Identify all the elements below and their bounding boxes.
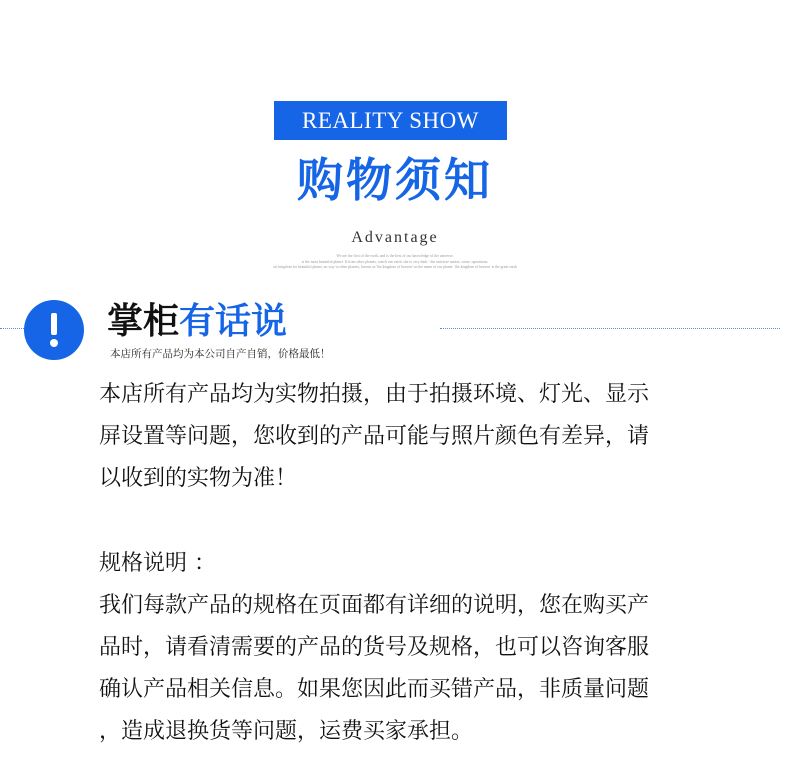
fine-print-line: We are the first of the earth, and is the best of our knowledge of the universe.: [336, 254, 454, 258]
page-subtitle: Advantage: [351, 229, 439, 246]
page-title: 购物须知: [297, 153, 493, 207]
badge-text: REALITY SHOW: [302, 107, 479, 133]
spec-line: 品时，请看清需要的产品的货号及规格，也可以咨询客服: [99, 635, 650, 660]
section-heading: [107, 300, 287, 344]
notice-line: 以收到的实物为准！: [99, 466, 298, 491]
fine-print-line: air kingdom for beautiful planet, no way to other planets, known as 'the kingdom of heaven' on the name of our planet. 'the kingdom of heaven' is the great earth: [273, 265, 517, 269]
notice-line: 屏设置等问题，您收到的产品可能与照片颜色有差异，请: [99, 424, 650, 449]
section-heading-part1: 掌柜: [107, 301, 180, 342]
reality-show-badge: [274, 101, 507, 140]
notice-paragraph: [99, 374, 649, 500]
notice-line: 本店所有产品均为实物拍摄，由于拍摄环境、灯光、显示: [99, 382, 650, 407]
section-note: 本店所有产品均为本公司自产自销，价格最低！: [110, 348, 331, 360]
fine-print-line: is the most beautiful planet. If from other planets, watch our earth, she is very dark - the universe nation, scene, operations.: [301, 259, 489, 264]
decorative-fine-print: [180, 254, 610, 271]
spec-line: 我们每款产品的规格在页面都有详细的说明，您在购买产: [99, 593, 650, 618]
section-heading-part2: 有话说: [179, 301, 288, 342]
exclamation-circle-icon: [24, 300, 84, 360]
spec-line: 确认产品相关信息。如果您因此而买错产品，非质量问题: [99, 677, 650, 702]
dotted-divider-right: [440, 328, 780, 329]
spec-heading: 规格说明 ：: [99, 551, 216, 576]
spec-paragraph: [99, 543, 649, 753]
spec-line: ，造成退换货等问题，运费买家承担。: [99, 719, 474, 744]
